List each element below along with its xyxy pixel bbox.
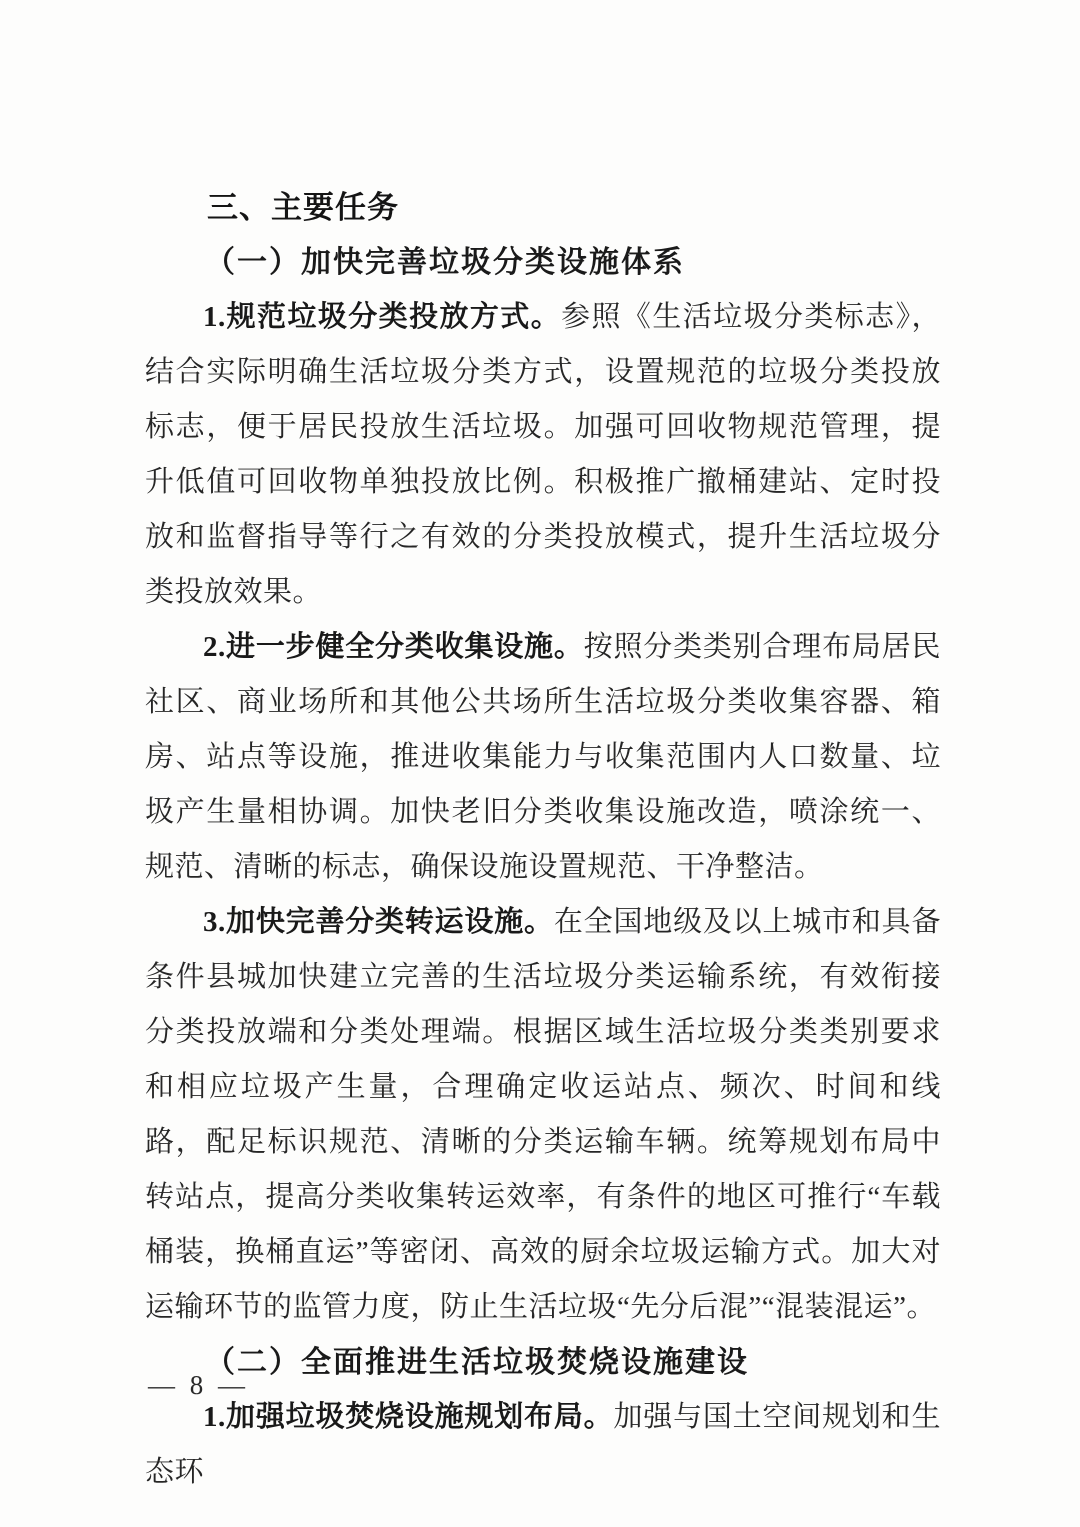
section-heading: 三、主要任务 <box>207 190 399 225</box>
paragraph-lead: 1.加强垃圾焚烧设施规划布局。 <box>203 1401 614 1433</box>
document-content <box>145 180 941 1500</box>
footer-page-number: — 8 — <box>148 1370 249 1400</box>
paragraph-body: 参照《生活垃圾分类标志》，结合实际明确生活垃圾分类方式，设置规范的垃圾分类投放标志，便于居民投放生活垃圾。加强可回收物规范管理，提升低值可回收物单独投放比例。积极推广撤桶建站、定时投放和监督指导等行之有效的分类投放模式，提升生活垃圾分类投放效果。 <box>145 301 941 608</box>
paragraph-body: 按照分类类别合理布局居民社区、商业场所和其他公共场所生活垃圾分类收集容器、箱房、站点等设施，推进收集能力与收集范围内人口数量、垃圾产生量相协调。加快老旧分类收集设施改造，喷涂统一、规范、清晰的标志，确保设施设置规范、干净整洁。 <box>145 631 941 883</box>
paragraph <box>145 620 941 895</box>
paragraph-lead: 3.加快完善分类转运设施。 <box>203 906 554 938</box>
paragraph <box>145 290 941 620</box>
paragraph <box>145 1390 941 1500</box>
subsection-heading-2: （二）全面推进生活垃圾焚烧设施建设 <box>205 1346 749 1379</box>
paragraph-body: 加强与国土空间规划和生态环 <box>145 1401 941 1488</box>
paragraph-lead: 1.规范垃圾分类投放方式。 <box>203 301 562 333</box>
paragraph-lead: 2.进一步健全分类收集设施。 <box>203 631 584 663</box>
paragraph <box>145 895 941 1335</box>
subsection-heading-1: （一）加快完善垃圾分类设施体系 <box>205 246 685 279</box>
paragraph-body: 在全国地级及以上城市和具备条件县城加快建立完善的生活垃圾分类运输系统，有效衔接分类投放端和分类处理端。根据区域生活垃圾分类类别要求和相应垃圾产生量，合理确定收运站点、频次、时间和线路，配足标识规范、清晰的分类运输车辆。统筹规划布局中转站点，提高分类收集转运效率，有条件的地区可推行“车载桶装，换桶直运”等密闭、高效的厨余垃圾运输方式。加大对运输环节的监管力度，防止生活垃圾“先分后混”“混装混运”。 <box>145 906 941 1323</box>
